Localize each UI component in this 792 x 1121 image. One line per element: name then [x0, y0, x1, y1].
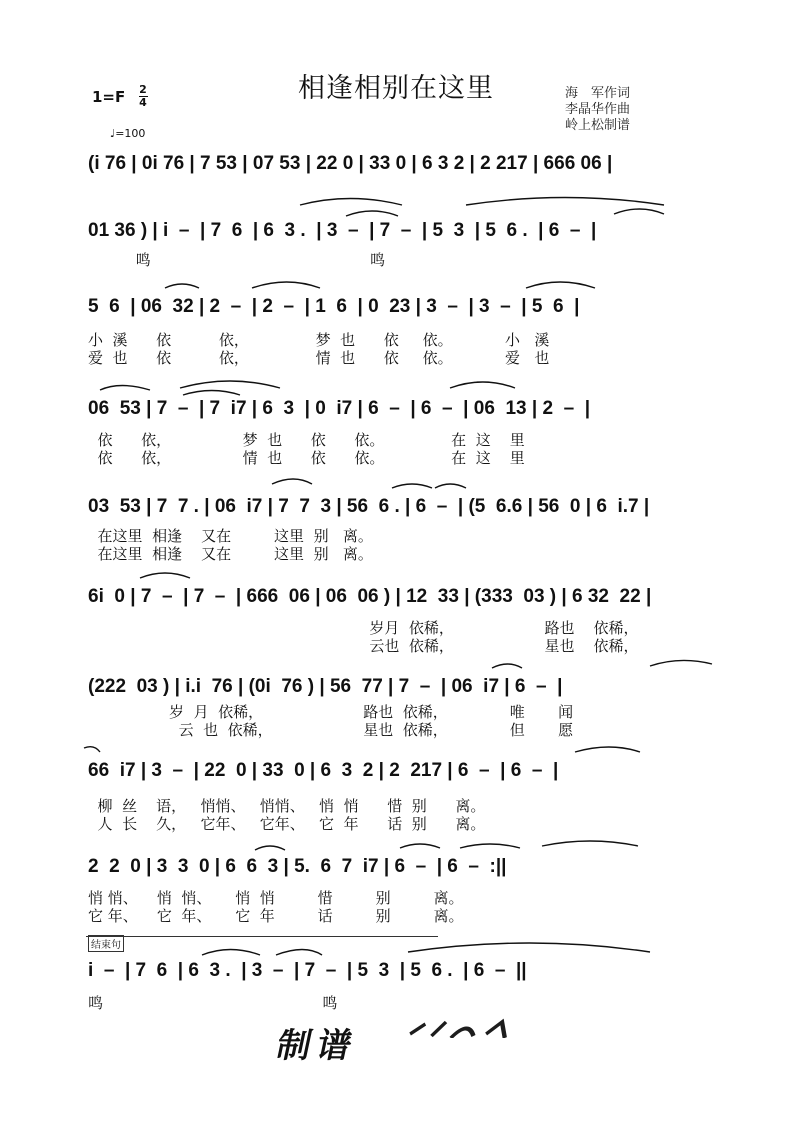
- lyrics-system-5-verse-1: 在这里 相逢 又在 这里 别 离。: [88, 527, 373, 545]
- lyrics-system-3-verse-1: 小 溪 依 依， 梦 也 依 依。 小 溪: [88, 331, 550, 349]
- music-system-6: 6i 0 | 7 – | 7 – | 666 06 | 06 06 ) | 12 33 | (333 03 ) | 6 32 22 |: [88, 586, 652, 607]
- time-signature-top: 2: [139, 83, 147, 96]
- signature: 制谱: [273, 1026, 362, 1066]
- music-system-9: 2 2 0 | 3 3 0 | 6 6 3 | 5. 6 7 i7 | 6 – | 6 – :||: [88, 856, 507, 877]
- lyrics-system-9-verse-2: 它 年、 它 年、 它 年 话 别 离。: [88, 907, 464, 925]
- music-system-7: (222 03 ) | i.i 76 | (0i 76 ) | 56 77 | 7 – | 06 i7 | 6 – |: [88, 676, 563, 697]
- lyrics-system-4-verse-2: 依 依， 情 也 依 依。 在 这 里: [88, 449, 525, 467]
- lyrics-system-5-verse-2: 在这里 相逢 又在 这里 别 离。: [88, 545, 373, 563]
- music-system-2: 01 36 ) | i – | 7 6 | 6 3 . | 3 – | 7 – | 5 3 | 5 6 . | 6 – |: [88, 220, 597, 241]
- lyrics-system-2-verse-1: 鸣 鸣: [88, 251, 386, 269]
- song-title: 相逢相别在这里: [298, 73, 494, 104]
- music-system-5: 03 53 | 7 7 . | 06 i7 | 7 7 3 | 56 6 . | 6 – | (5 6.6 | 56 0 | 6 i.7 |: [88, 496, 650, 517]
- transcriber-credit: 岭上松制谱: [565, 118, 631, 133]
- composer-credit: 李晶华作曲: [565, 102, 631, 117]
- lyrics-system-8-verse-2: 人 长 久， 它年、 它年、 它 年 话 别 离。: [88, 815, 486, 833]
- lyrics-system-9-verse-1: 悄 悄、 悄 悄、 悄 悄 惜 别 离。: [88, 889, 464, 907]
- lyrics-system-3-verse-2: 爱 也 依 依， 情 也 依 依。 爱 也: [88, 349, 550, 367]
- lyrics-system-10-verse-1: 鸣 鸣: [88, 994, 338, 1012]
- lyricist-credit: 海 军作词: [565, 86, 631, 101]
- music-system-1: (i 76 | 0i 76 | 7 53 | 07 53 | 22 0 | 33 0 | 6 3 2 | 2 217 | 666 06 |: [88, 153, 613, 174]
- lyrics-system-4-verse-1: 依 依， 梦 也 依 依。 在 这 里: [88, 431, 525, 449]
- music-system-8: 66 i7 | 3 – | 22 0 | 33 0 | 6 3 2 | 2 217 | 6 – | 6 – |: [88, 760, 559, 781]
- lyrics-system-8-verse-1: 柳 丝 语， 悄悄、 悄悄、 悄 悄 惜 别 离。: [88, 797, 486, 815]
- lyrics-system-6-verse-1: 岁月 依稀， 路也 依稀，: [88, 619, 639, 637]
- tempo-marking: ♩=100: [110, 127, 146, 140]
- music-system-3: 5 6 | 06 32 | 2 – | 2 – | 1 6 | 0 23 | 3 – | 3 – | 5 6 |: [88, 296, 580, 317]
- music-system-4: 06 53 | 7 – | 7 i7 | 6 3 | 0 i7 | 6 – | 6 – | 06 13 | 2 – |: [88, 398, 591, 419]
- key-signature: 1=F: [92, 88, 126, 106]
- lyrics-system-6-verse-2: 云也 依稀， 星也 依稀，: [88, 637, 639, 655]
- lyrics-system-7-verse-2: 云 也 依稀， 星也 依稀， 但 愿: [88, 721, 574, 739]
- music-system-10: i – | 7 6 | 6 3 . | 3 – | 7 – | 5 3 | 5 6 . | 6 – ||: [88, 960, 527, 981]
- lyrics-system-7-verse-1: 岁 月 依稀， 路也 依稀， 唯 闻: [88, 703, 574, 721]
- time-signature-bottom: 4: [139, 96, 147, 109]
- ending-label: 结束句: [88, 935, 124, 952]
